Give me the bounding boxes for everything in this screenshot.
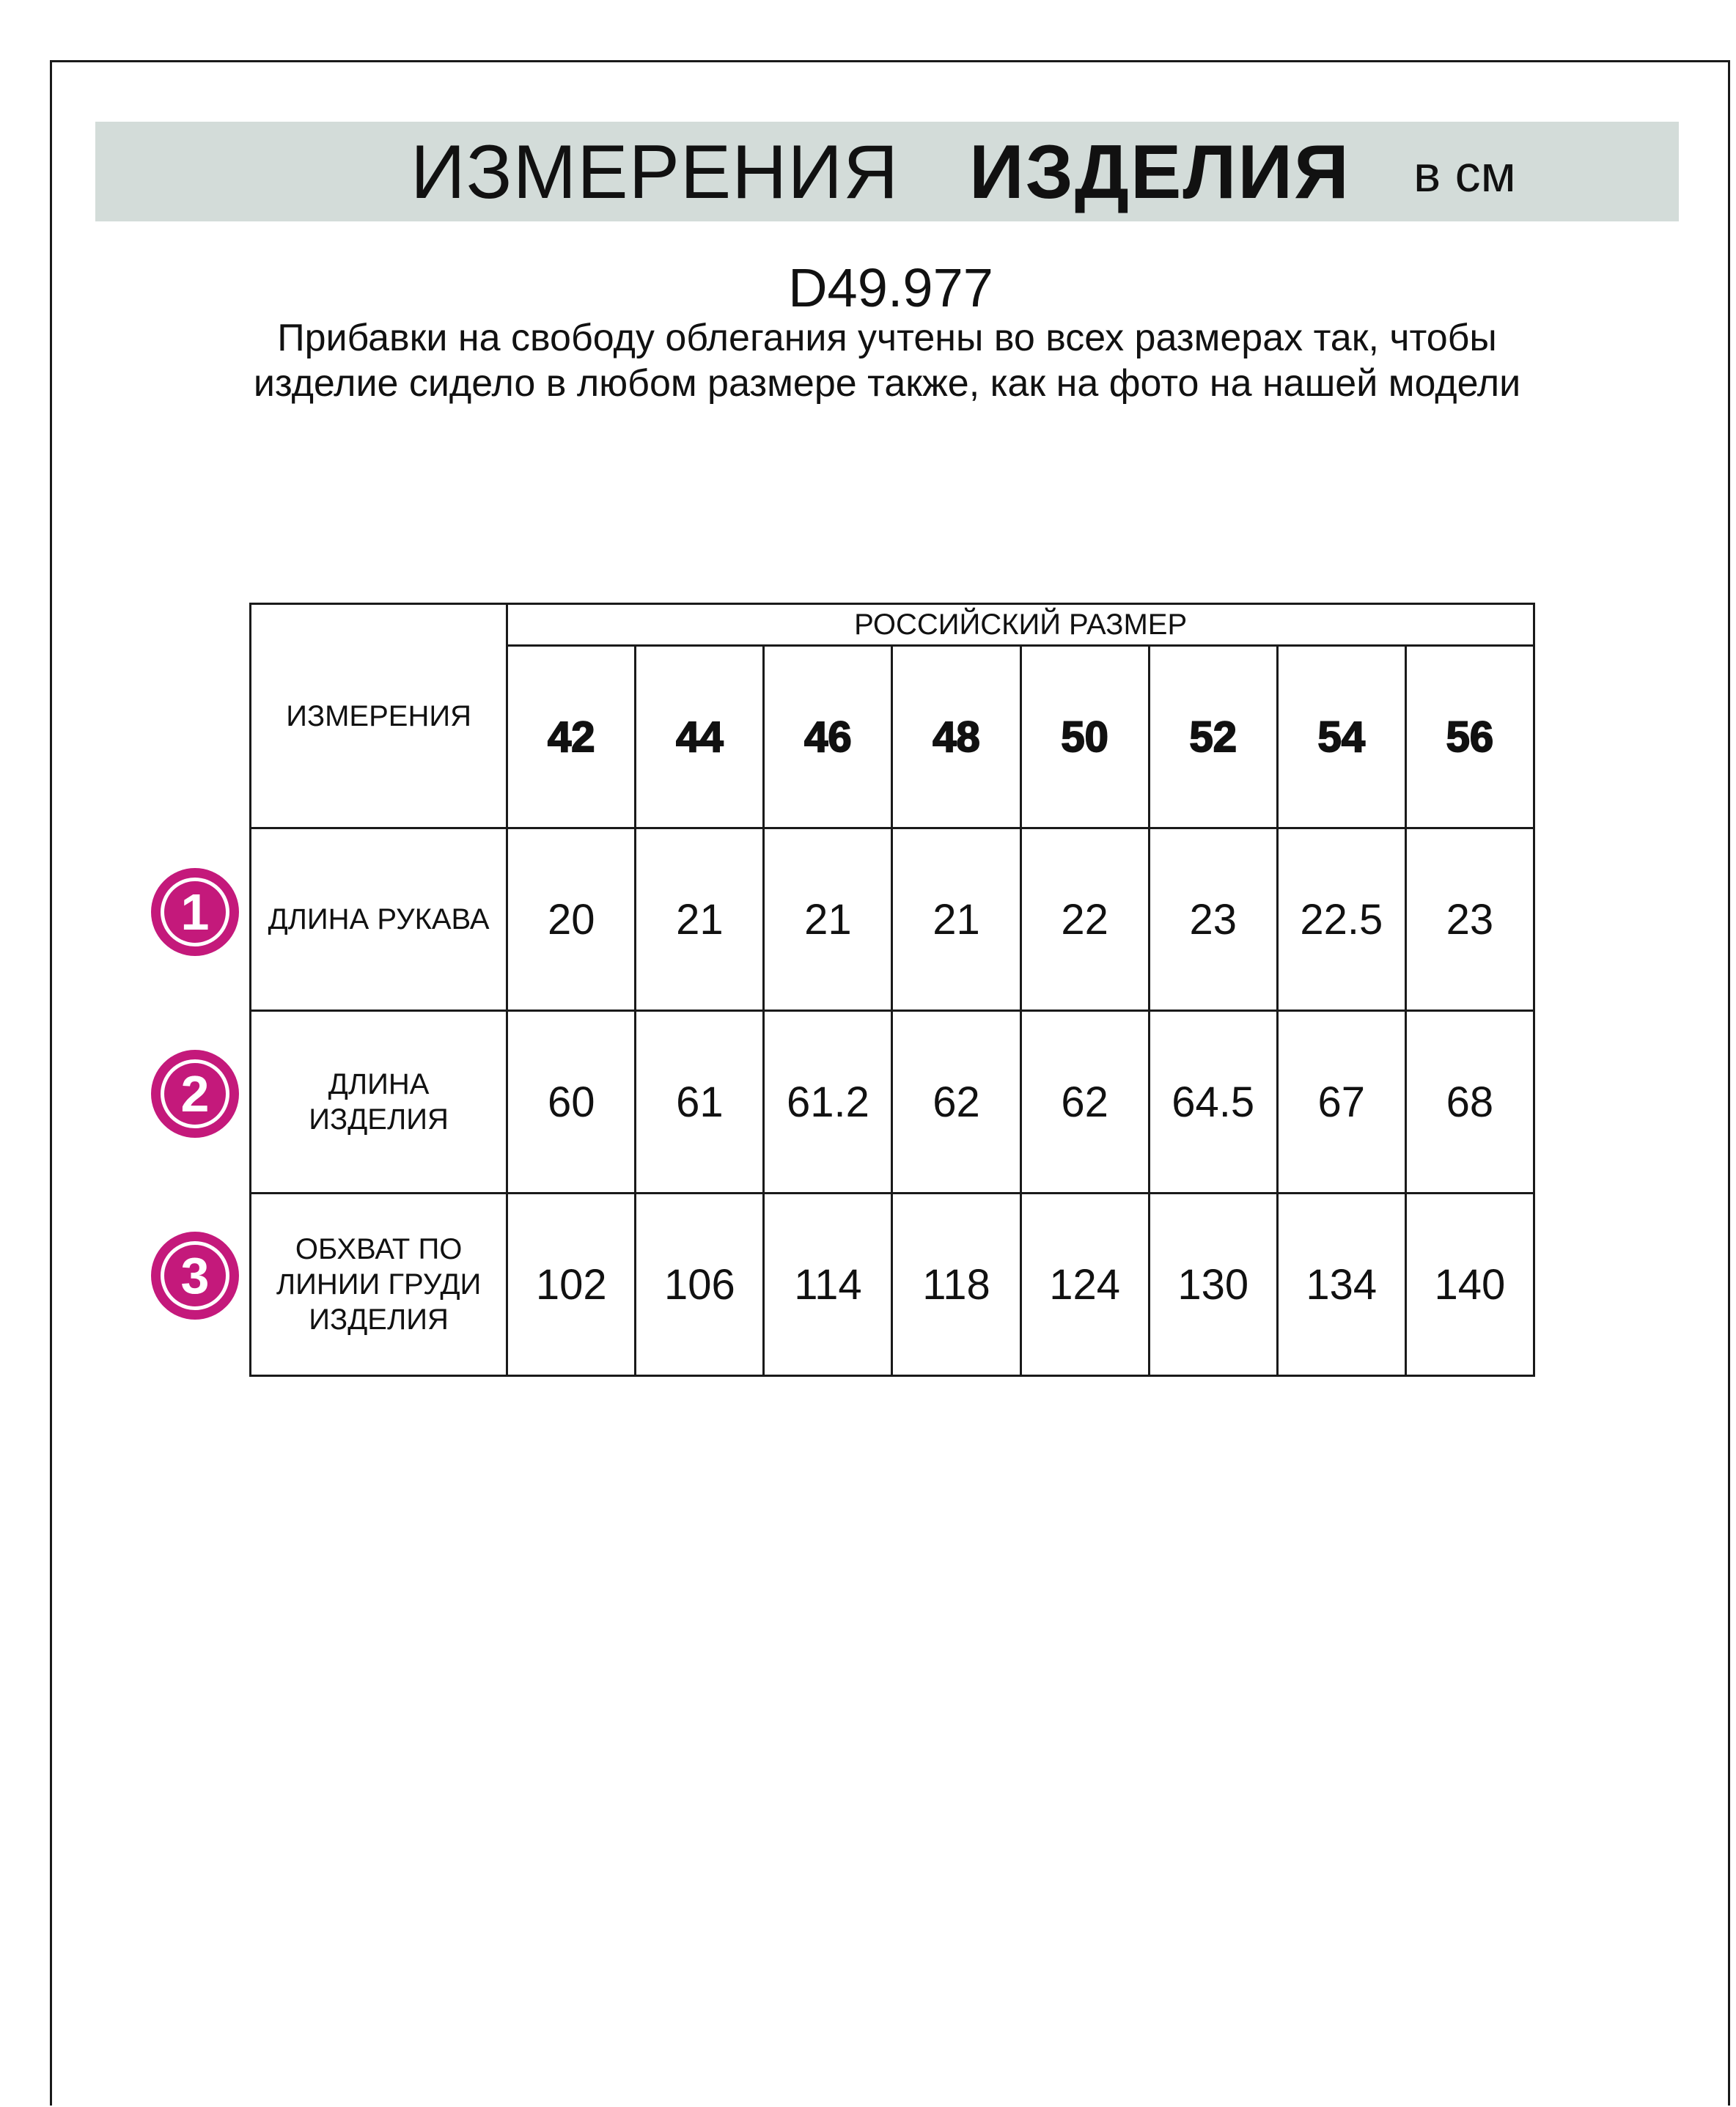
size-header-cell: 46 [764,646,892,828]
size-header-cell: 44 [636,646,764,828]
table-cell: 21 [764,828,892,1011]
size-header-cell: 48 [892,646,1020,828]
size-table [249,603,1535,1377]
size-group-header: РОССИЙСКИЙ РАЗМЕР [507,604,1534,646]
table-cell: 118 [892,1194,1020,1376]
table-cell: 61 [636,1011,764,1194]
badge-number: 2 [161,1059,229,1128]
table-cell: 21 [892,828,1020,1011]
size-header-cell: 52 [1149,646,1277,828]
badge-number: 3 [161,1241,229,1310]
fit-note: Прибавки на свободу облегания учтены во всех размерах так, чтобы изделие сидело в любом размере также, как на фото на нашей модели [253,317,1521,405]
table-cell: 102 [507,1194,636,1376]
table-cell: 62 [1020,1011,1149,1194]
table-cell: 22.5 [1277,828,1405,1011]
table-cell: 67 [1277,1011,1405,1194]
table-cell: 130 [1149,1194,1277,1376]
table-cell: 64.5 [1149,1011,1277,1194]
number-badge-2 [151,1050,239,1138]
badge-number: 1 [161,878,229,946]
article-number: D49.977 [788,257,993,318]
size-header-cell: 42 [507,646,636,828]
table-cell: 124 [1020,1194,1149,1376]
table-cell: 61.2 [764,1011,892,1194]
table-cell: 106 [636,1194,764,1376]
title-unit: в см [1413,145,1516,202]
table-cell: 134 [1277,1194,1405,1376]
table-cell: 23 [1405,828,1534,1011]
table-cell: 60 [507,1011,636,1194]
table-cell: 68 [1405,1011,1534,1194]
table-cell: 62 [892,1011,1020,1194]
table-cell: 140 [1405,1194,1534,1376]
row-label-sleeve-length: ДЛИНА РУКАВА [251,828,507,1011]
table-cell: 20 [507,828,636,1011]
table-header-row [251,604,1534,646]
table-row [251,1194,1534,1376]
size-header-cell: 56 [1405,646,1534,828]
table-row [251,828,1534,1011]
number-badge-3 [151,1232,239,1320]
table-cell: 22 [1020,828,1149,1011]
number-badge-1 [151,868,239,956]
size-header-cell: 54 [1277,646,1405,828]
title-measurements: ИЗМЕРЕНИЯ [411,130,900,215]
size-header-cell: 50 [1020,646,1149,828]
table-row [251,1011,1534,1194]
table-cell: 21 [636,828,764,1011]
table-cell: 23 [1149,828,1277,1011]
title-product: ИЗДЕЛИЯ [969,130,1350,215]
table-cell: 114 [764,1194,892,1376]
row-label-chest-girth: ОБХВАТ ПО ЛИНИИ ГРУДИ ИЗДЕЛИЯ [251,1194,507,1376]
row-label-garment-length: ДЛИНА ИЗДЕЛИЯ [251,1011,507,1194]
measurements-header: ИЗМЕРЕНИЯ [251,604,507,828]
